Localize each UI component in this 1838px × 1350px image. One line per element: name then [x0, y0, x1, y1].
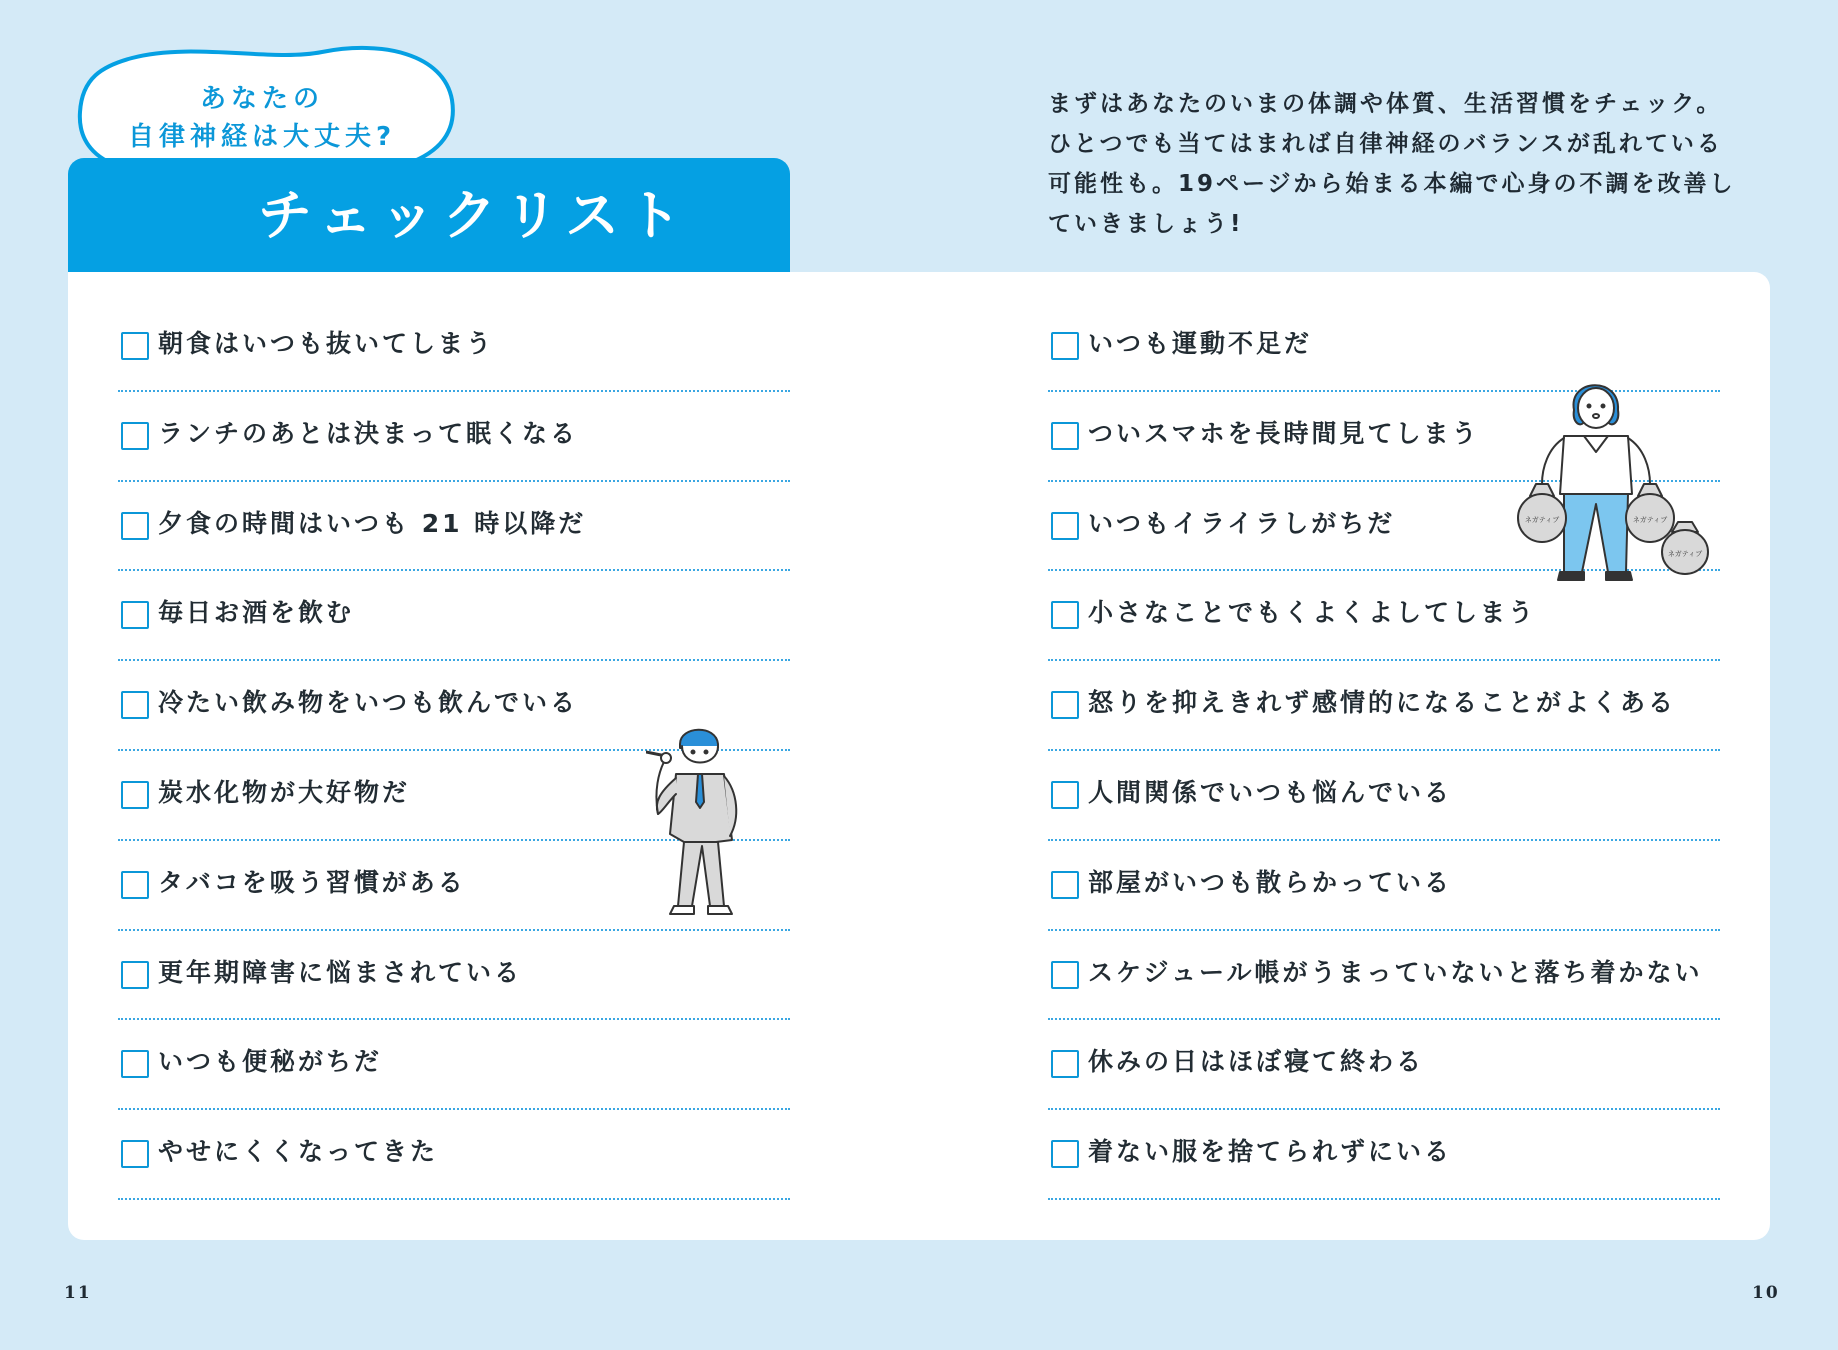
- page-title: チェックリスト: [258, 184, 690, 247]
- checklist-item-label: スケジュール帳がうまっていないと落ち着かない: [1088, 957, 1703, 987]
- checklist-item-label: 毎日お酒を飲む: [158, 598, 355, 628]
- checkbox[interactable]: [1051, 781, 1079, 809]
- bubble-line-1: あなたの: [199, 84, 324, 114]
- checkbox[interactable]: [121, 422, 149, 450]
- checklist-item[interactable]: [1048, 931, 1720, 1021]
- checklist-item-label: 休みの日はほぼ寝て終わる: [1088, 1047, 1425, 1077]
- checklist-item[interactable]: [118, 1110, 790, 1200]
- page-number-left: 11: [64, 1283, 92, 1303]
- checkbox[interactable]: [121, 781, 149, 809]
- checklist-item-label: 小さなことでもくよくよしてしまう: [1088, 598, 1537, 628]
- checkbox[interactable]: [121, 601, 149, 629]
- checklist-item[interactable]: [118, 571, 790, 661]
- checkbox[interactable]: [121, 691, 149, 719]
- checkbox[interactable]: [1051, 871, 1079, 899]
- checklist-item-label: 夕食の時間はいつも 21 時以降だ: [158, 508, 587, 538]
- woman-with-bags-illustration: [1508, 372, 1710, 592]
- checklist-item-label: 部屋がいつも散らかっている: [1088, 867, 1453, 897]
- intro-line: ひとつでも当てはまれば自律神経のバランスが乱れている: [1048, 131, 1723, 157]
- bag-label: ネガティブ: [1667, 550, 1703, 558]
- checklist-item[interactable]: [118, 482, 790, 572]
- checklist-item-label: 着ない服を捨てられずにいる: [1088, 1137, 1453, 1167]
- checklist-item-label: ついスマホを長時間見てしまう: [1088, 418, 1480, 448]
- title-tab: [68, 158, 790, 272]
- checkbox[interactable]: [1051, 691, 1079, 719]
- checklist-item-label: 更年期障害に悩まされている: [158, 957, 523, 987]
- intro-paragraph: [1048, 84, 1748, 244]
- checklist-item-label: タバコを吸う習慣がある: [158, 867, 466, 897]
- checklist-item-label: いつも運動不足だ: [1088, 329, 1313, 358]
- checklist-item-label: 朝食はいつも抜いてしまう: [158, 329, 495, 358]
- bag-label: ネガティブ: [1524, 516, 1560, 524]
- bag-label: ネガティブ: [1632, 516, 1668, 524]
- checkbox[interactable]: [121, 871, 149, 899]
- checkbox[interactable]: [1051, 512, 1079, 540]
- checklist-item-label: 人間関係でいつも悩んでいる: [1088, 777, 1453, 807]
- checkbox[interactable]: [1051, 961, 1079, 989]
- checkbox[interactable]: [121, 1050, 149, 1078]
- intro-line: まずはあなたのいまの体調や体質、生活習慣をチェック。: [1048, 91, 1723, 117]
- bubble-line-2: 自律神経は大丈夫?: [127, 122, 397, 152]
- checkbox[interactable]: [1051, 422, 1079, 450]
- checkbox[interactable]: [121, 512, 149, 540]
- bubble-text: [112, 80, 412, 156]
- checklist-item-label: 炭水化物が大好物だ: [158, 777, 411, 807]
- checkbox[interactable]: [1051, 1140, 1079, 1168]
- checklist-item[interactable]: [1048, 841, 1720, 931]
- checklist-item[interactable]: [118, 931, 790, 1021]
- checklist-item[interactable]: [1048, 661, 1720, 751]
- checklist-item-label: ランチのあとは決まって眠くなる: [158, 418, 579, 448]
- checkbox[interactable]: [1051, 332, 1079, 360]
- checkbox[interactable]: [1051, 1050, 1079, 1078]
- checkbox[interactable]: [1051, 601, 1079, 629]
- checklist-item-label: いつも便秘がちだ: [158, 1047, 383, 1077]
- page-number-right: 10: [1752, 1283, 1780, 1303]
- checklist-item[interactable]: [1048, 1110, 1720, 1200]
- intro-line: ていきましょう!: [1048, 211, 1244, 237]
- checkbox[interactable]: [121, 1140, 149, 1168]
- checkbox[interactable]: [121, 961, 149, 989]
- smoking-man-illustration: [646, 722, 756, 918]
- checklist-item[interactable]: [1048, 751, 1720, 841]
- checklist-card: [68, 272, 1770, 1240]
- checkbox[interactable]: [121, 332, 149, 360]
- checklist-item-label: やせにくくなってきた: [158, 1137, 439, 1167]
- checklist-item-label: 怒りを抑えきれず感情的になることがよくある: [1088, 688, 1677, 718]
- checklist-item[interactable]: [118, 1020, 790, 1110]
- checklist-item-label: 冷たい飲み物をいつも飲んでいる: [158, 688, 579, 718]
- checklist-item[interactable]: [118, 302, 790, 392]
- intro-line: 可能性も。19ページから始まる本編で心身の不調を改善し: [1048, 171, 1736, 197]
- checklist-item-label: いつもイライラしがちだ: [1088, 508, 1396, 538]
- checklist-item[interactable]: [118, 392, 790, 482]
- checklist-item[interactable]: [1048, 1020, 1720, 1110]
